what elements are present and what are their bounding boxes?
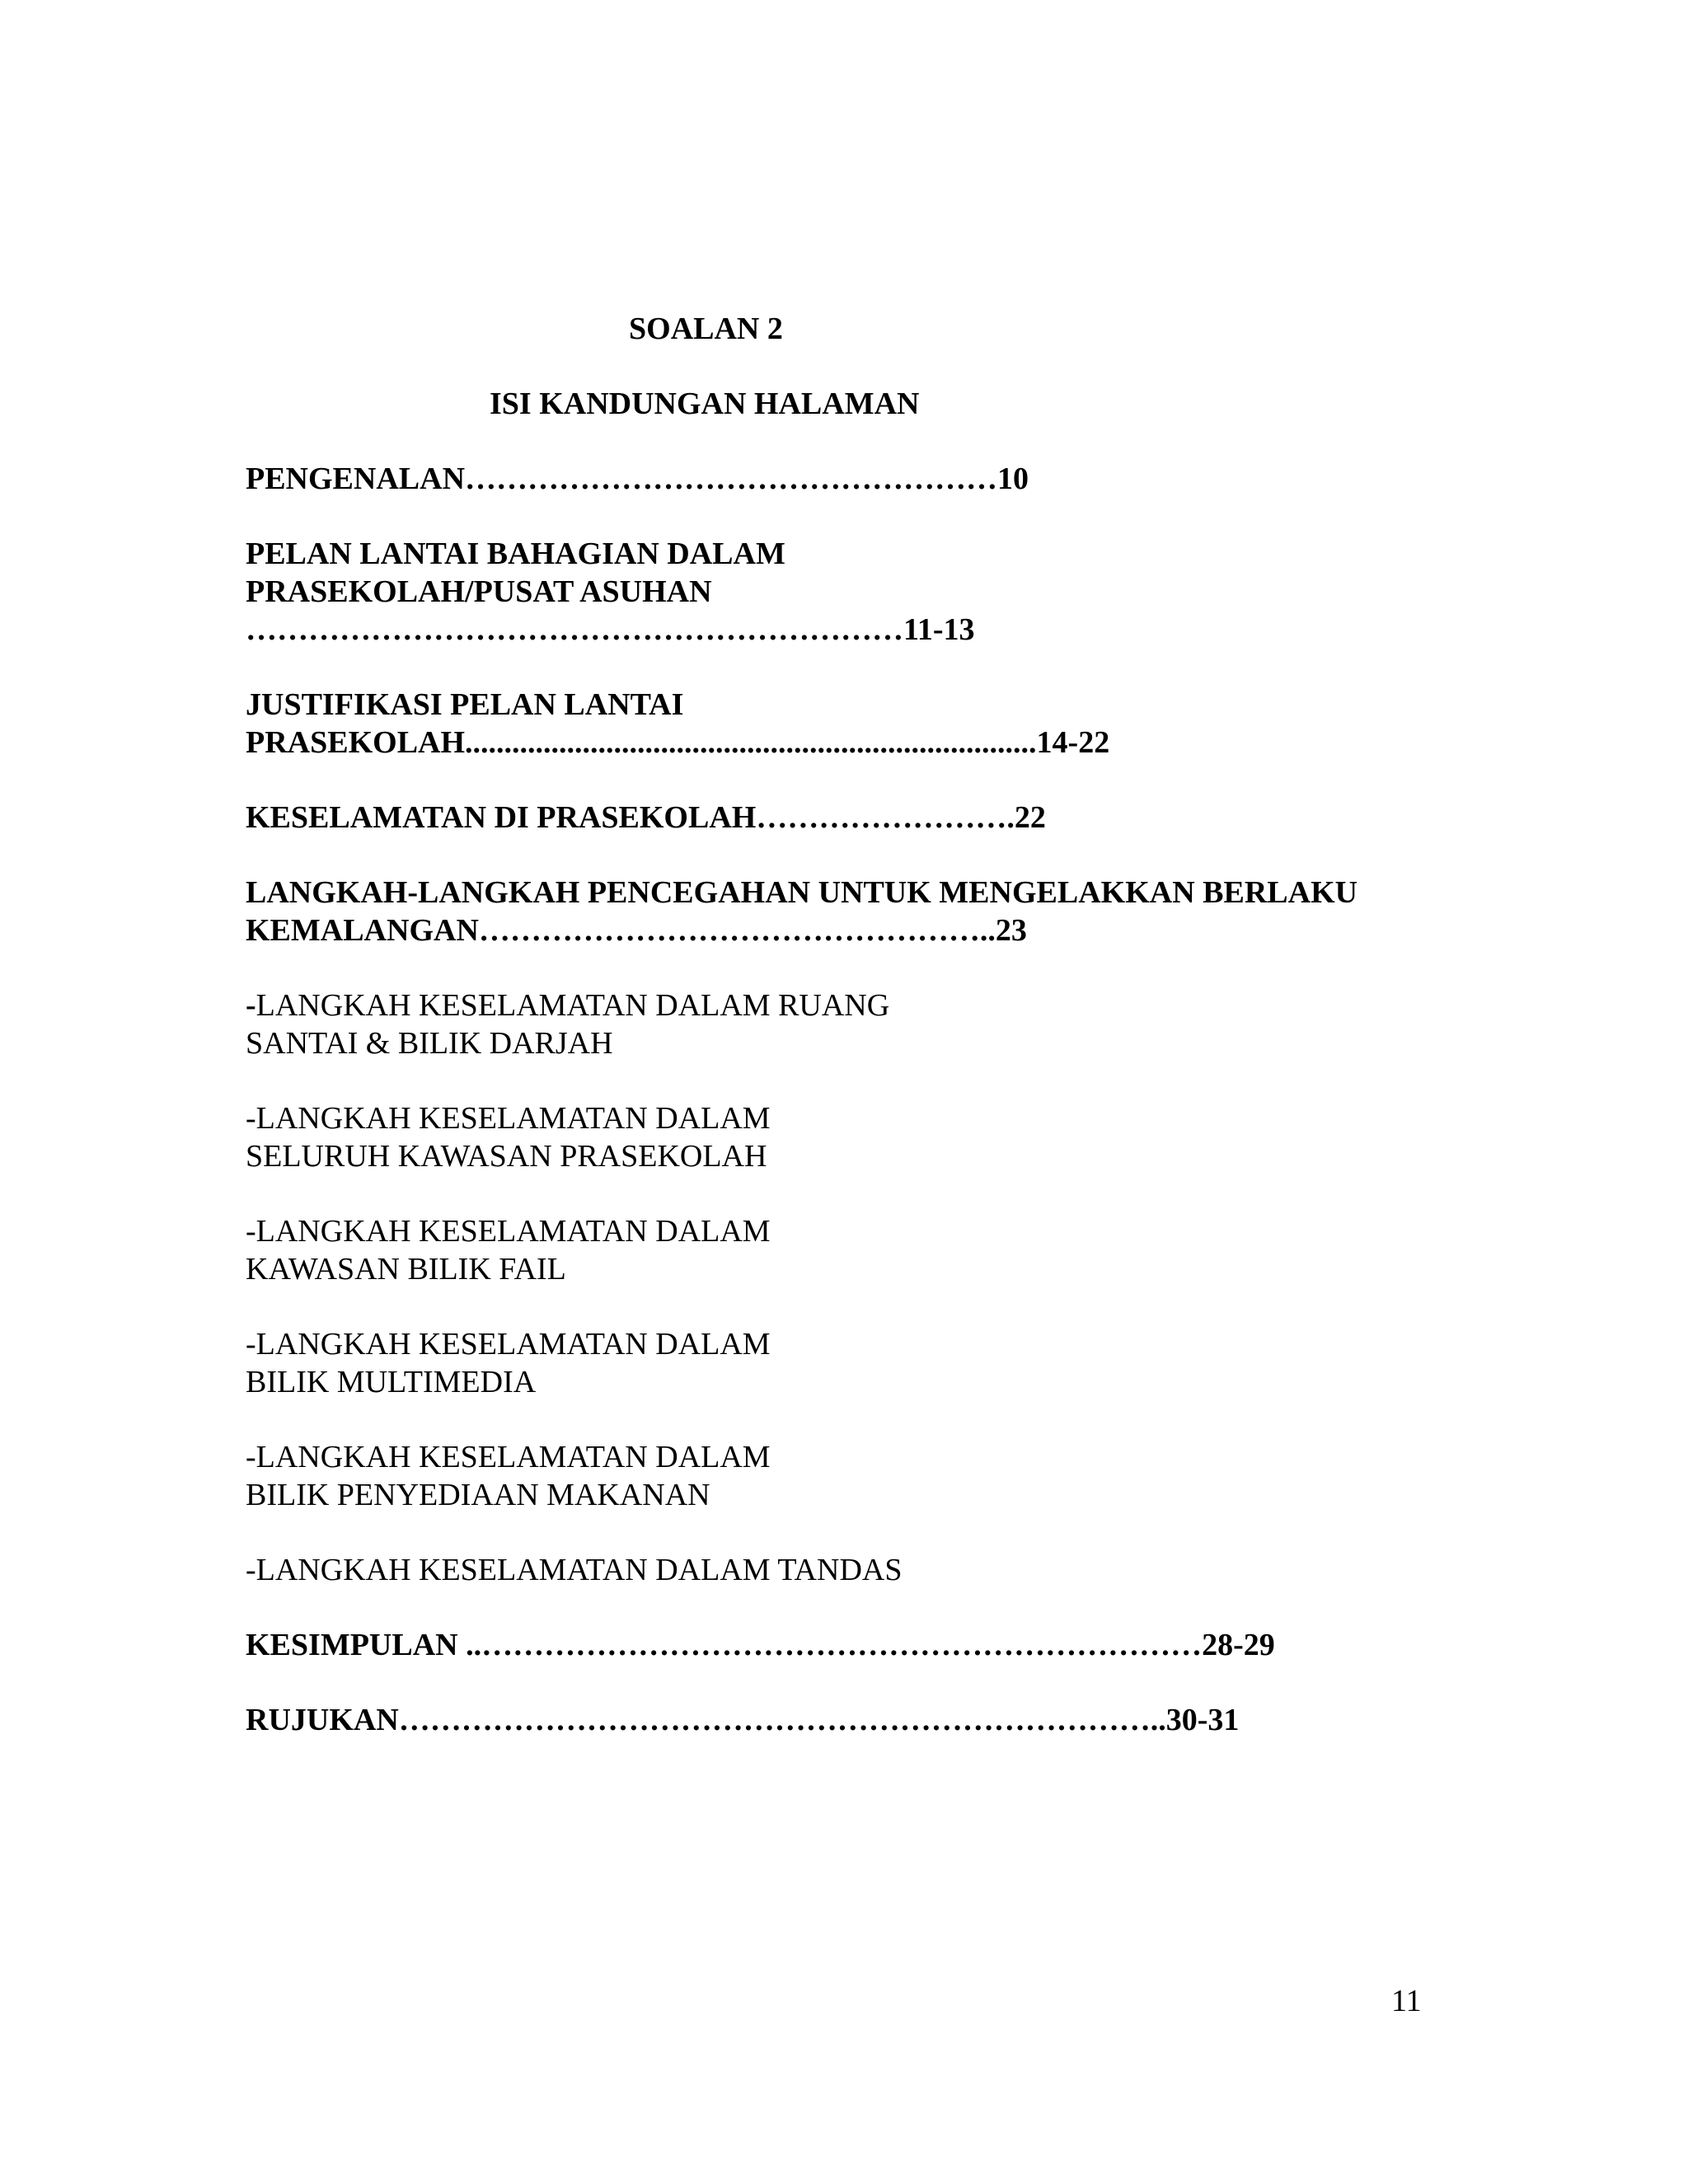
toc-subentry-ruang-santai-line1 <box>246 987 889 1024</box>
toc-subentry-bilik-fail-line2: KAWASAN BILIK FAIL <box>246 1252 566 1286</box>
toc-subentry-tandas: -LANGKAH KESELAMATAN DALAM TANDAS <box>246 1553 903 1587</box>
toc-subentry-ruang-santai-line2: SANTAI & BILIK DARJAH <box>246 1026 613 1061</box>
toc-entry-keselamatan: KESELAMATAN DI PRASEKOLAH…………………….22 <box>246 800 1046 835</box>
contents-heading: ISI KANDUNGAN HALAMAN <box>490 387 920 421</box>
toc-entry-pengenalan: PENGENALAN……………………………………………10 <box>246 462 1029 496</box>
toc-entry-justifikasi-line2: PRASEKOLAH.........................................................................14-22 <box>246 725 1110 760</box>
toc-entry-langkah-line1: LANGKAH-LANGKAH PENCEGAHAN UNTUK MENGELAKKAN BERLAKU <box>246 875 1358 910</box>
toc-subentry-seluruh-kawasan-line2: SELURUH KAWASAN PRASEKOLAH <box>246 1139 767 1174</box>
toc-entry-langkah-line2: KEMALANGAN…………………………………………..23 <box>246 913 1027 948</box>
toc-subentry-bilik-fail-line1: -LANGKAH KESELAMATAN DALAM <box>246 1214 771 1249</box>
toc-subentry-multimedia-line1: -LANGKAH KESELAMATAN DALAM <box>246 1327 771 1361</box>
page-number: 11 <box>1391 1984 1422 2018</box>
toc-entry-justifikasi-line1: JUSTIFIKASI PELAN LANTAI <box>246 687 684 722</box>
toc-entry-pelan-line1: PELAN LANTAI BAHAGIAN DALAM <box>246 537 785 571</box>
toc-subentry-makanan-line2: BILIK PENYEDIAAN MAKANAN <box>246 1478 710 1512</box>
toc-entry-pelan-line3: ………………………………………………………11-13 <box>246 612 975 647</box>
toc-subentry-multimedia-line2: BILIK MULTIMEDIA <box>246 1365 537 1399</box>
subentry-dash: - <box>246 988 256 1023</box>
toc-subentry-makanan-line1: -LANGKAH KESELAMATAN DALAM <box>246 1440 771 1474</box>
toc-entry-rujukan: RUJUKAN………………………………………………………………..30-31 <box>246 1703 1240 1737</box>
toc-subentry-seluruh-kawasan-line1: -LANGKAH KESELAMATAN DALAM <box>246 1101 771 1136</box>
subentry-text: LANGKAH KESELAMATAN DALAM RUANG <box>256 988 890 1023</box>
section-title: SOALAN 2 <box>629 312 783 346</box>
toc-entry-kesimpulan: KESIMPULAN ..……………………………………………………………28-29 <box>246 1628 1275 1662</box>
toc-entry-pelan-line2: PRASEKOLAH/PUSAT ASUHAN <box>246 574 712 609</box>
